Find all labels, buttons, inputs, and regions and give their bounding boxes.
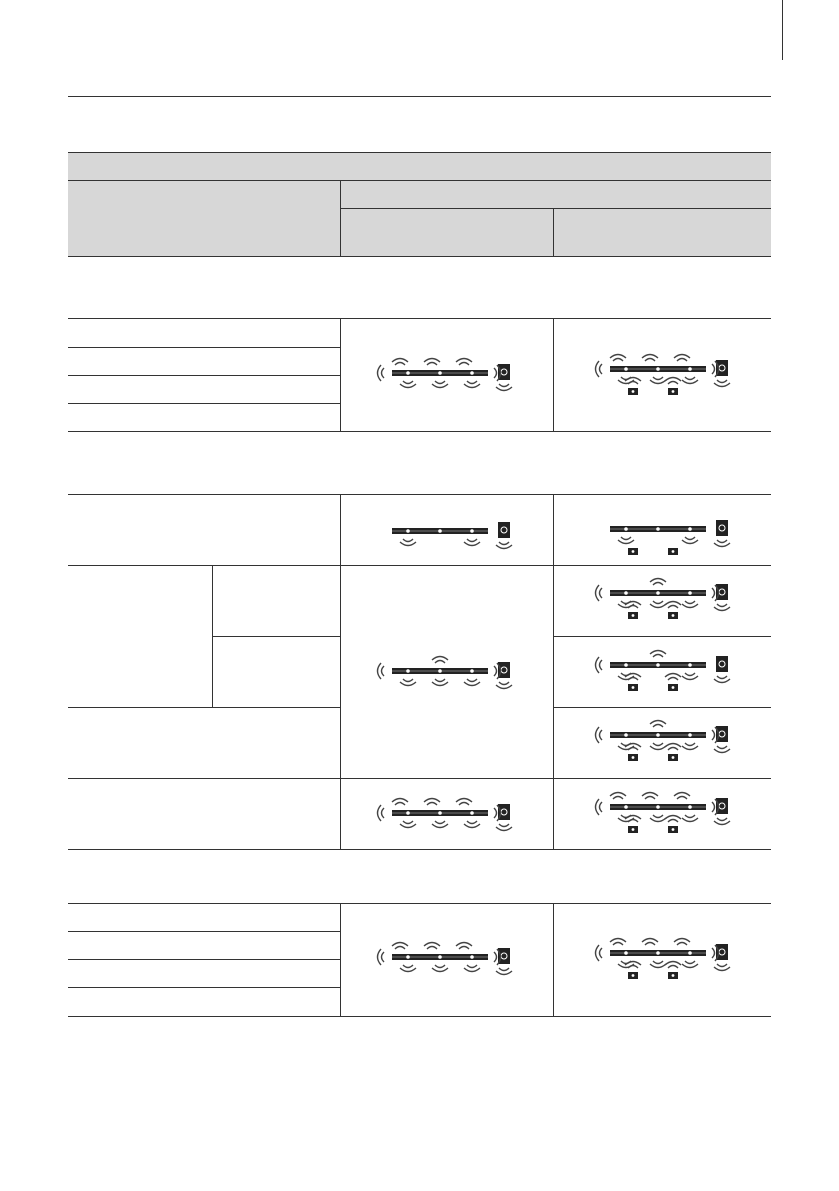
table-header [68, 152, 771, 257]
soundbar-center-rear-active-icon [590, 570, 740, 628]
soundbar-with-rear-speakers-icon [590, 784, 740, 842]
page-edge-mark [782, 0, 783, 60]
soundbar-full-speaker-icon [372, 350, 522, 400]
header-rule [68, 96, 771, 97]
soundbar-quiet-with-rear-icon [590, 506, 740, 556]
soundbar-center-active-icon [372, 648, 522, 698]
soundbar-with-rear-speakers-icon [590, 930, 740, 988]
soundbar-with-rear-speakers-icon [590, 346, 740, 404]
soundbar-quiet-speaker-icon [372, 508, 522, 558]
soundbar-full-speaker-icon [372, 934, 522, 984]
soundbar-center-rear-partial-icon [590, 642, 740, 700]
soundbar-center-rear-alt-icon [590, 712, 740, 770]
soundbar-full-speaker-icon [372, 790, 522, 840]
